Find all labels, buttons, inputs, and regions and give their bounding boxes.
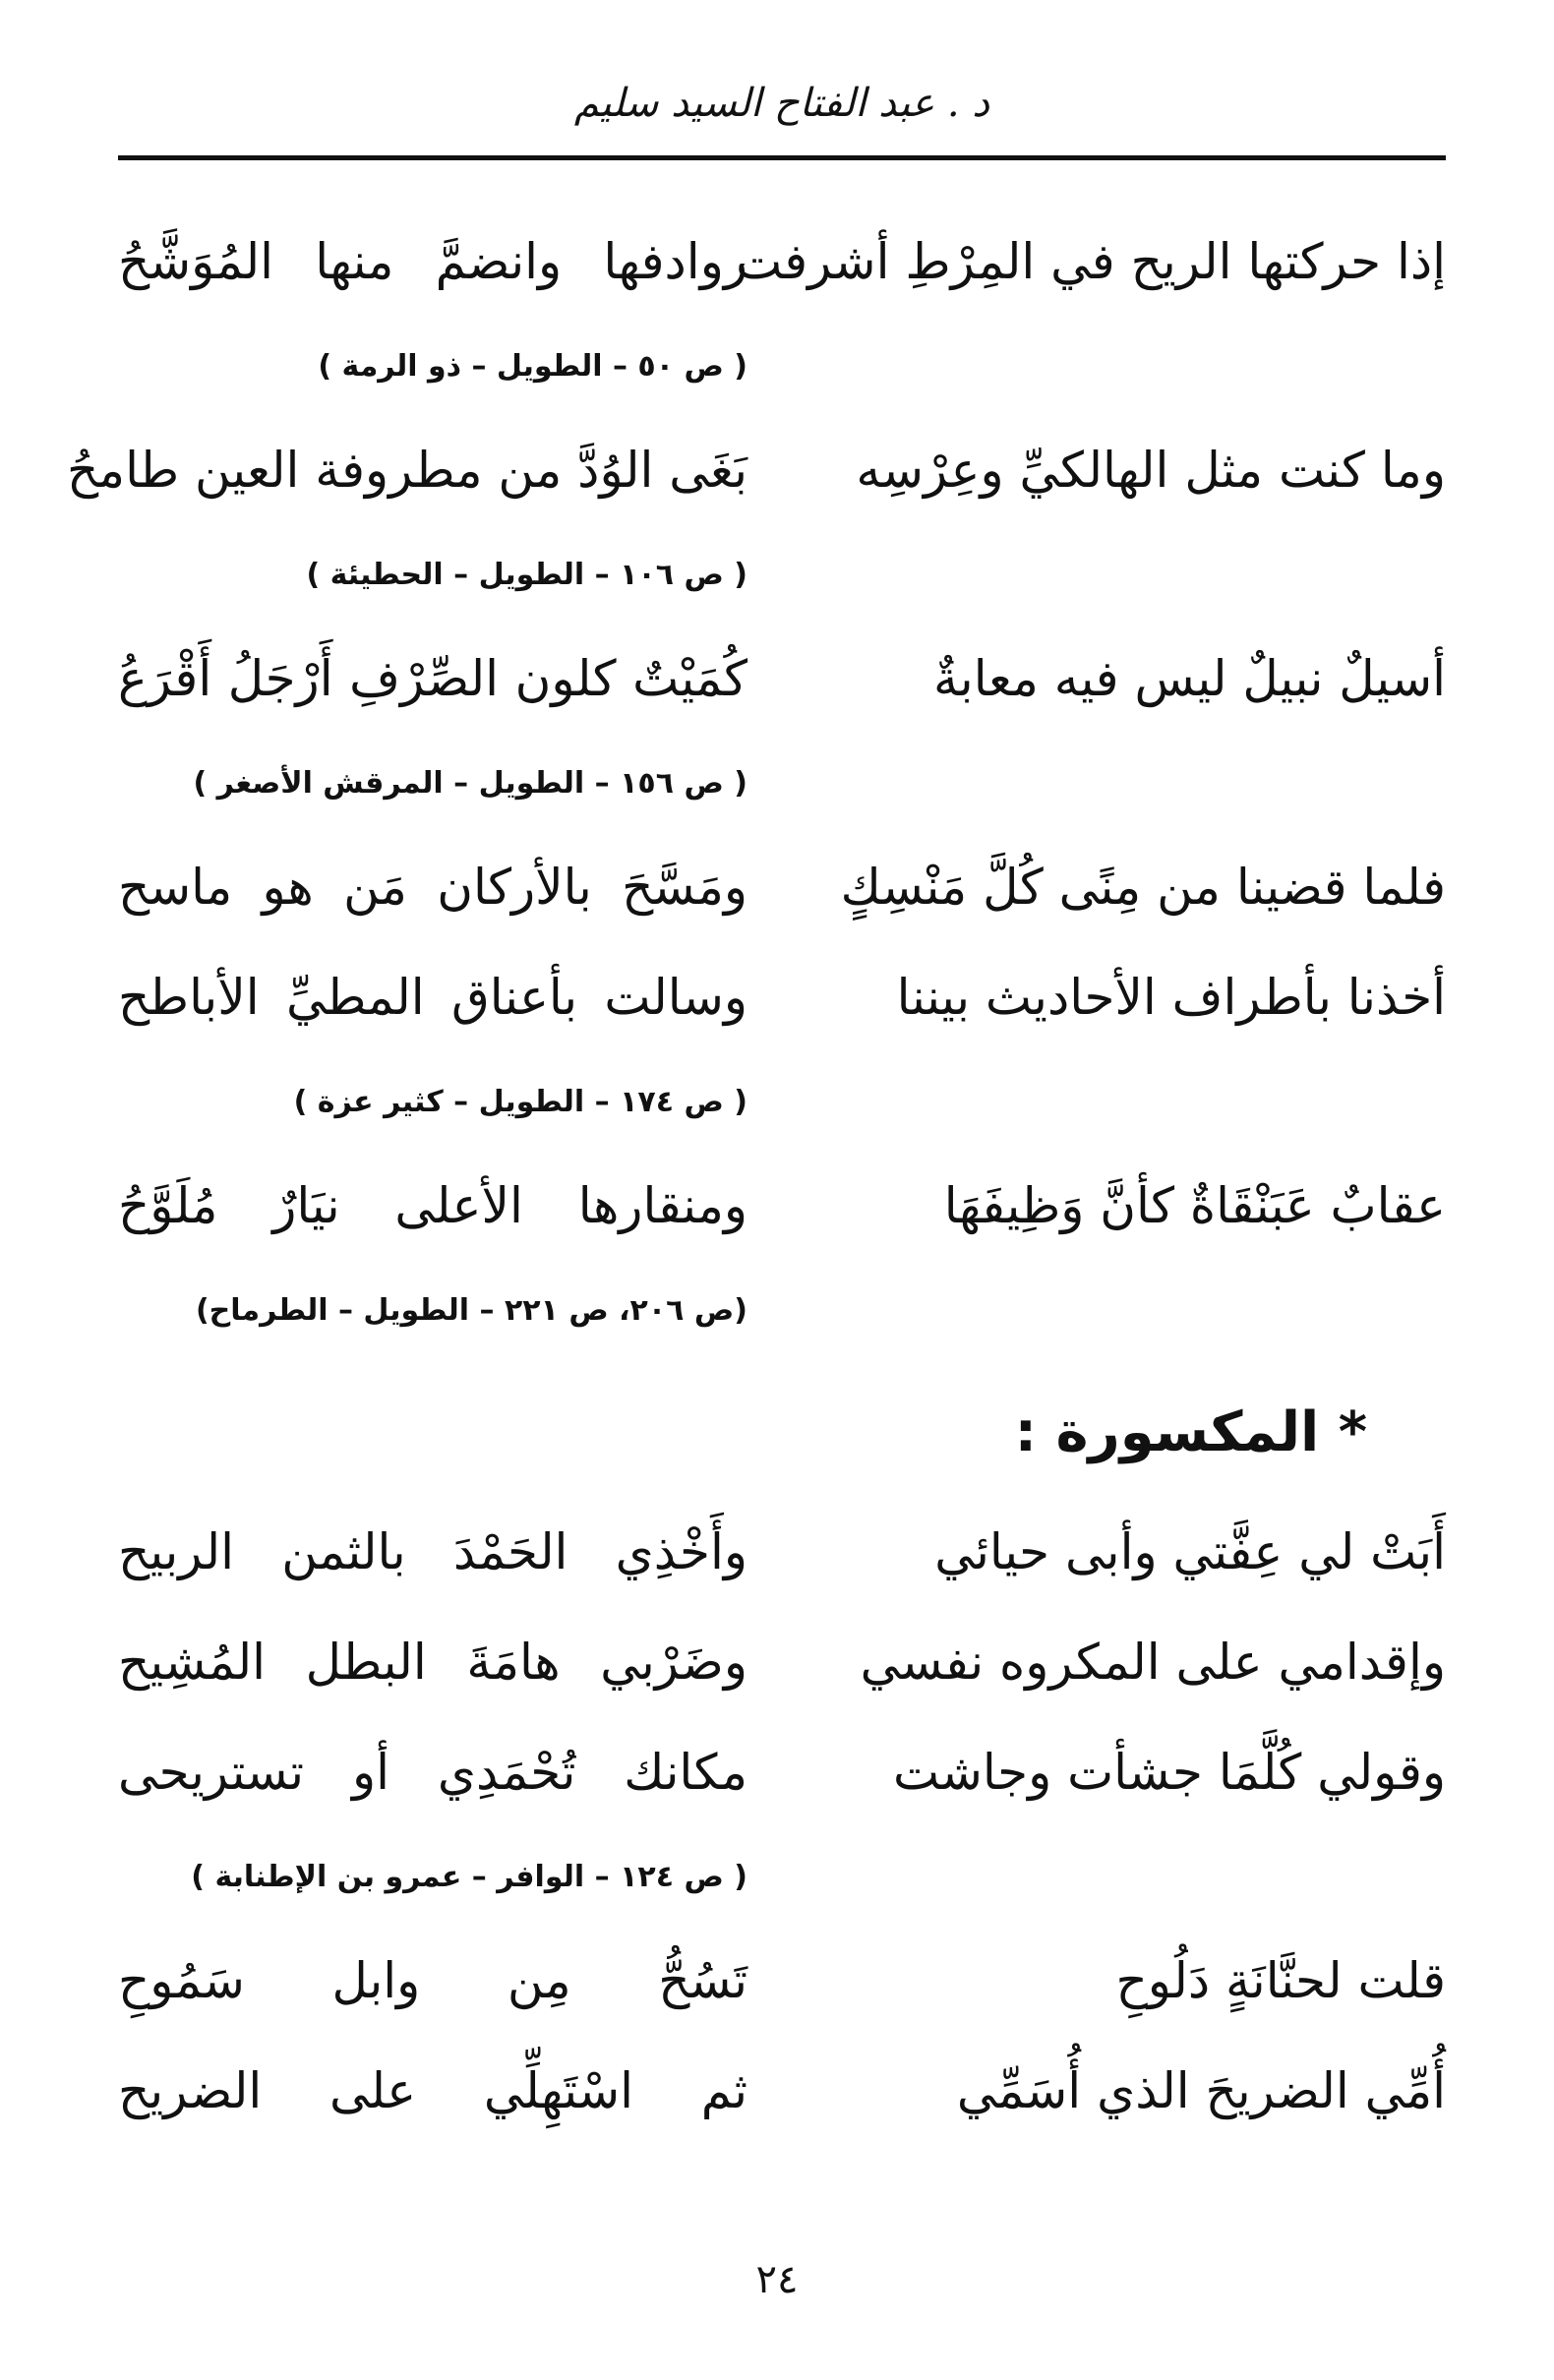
verse-first-hemistich: أَبَتْ لي عِفَّتي وأبى حيائي	[934, 1523, 1446, 1580]
verse-line	[118, 1151, 1446, 1261]
verse-citation: ( ص ١٥٦ – الطويل – المرقش الأصغر )	[193, 765, 747, 801]
citation-line	[118, 734, 1446, 832]
verse-first-hemistich: إذا حركتها الريح في المِرْطِ أشرفت	[736, 233, 1446, 290]
verse-line	[118, 832, 1446, 942]
verse-line	[118, 1926, 1446, 2036]
citation-line	[118, 1827, 1446, 1926]
verse-citation: ( ص ٥٠ – الطويل – ذو الرمة )	[318, 348, 747, 384]
verse-line	[118, 1717, 1446, 1827]
citation-line	[118, 525, 1446, 624]
verse-second-hemistich: كُمَيْتٌ كلون الصِّرْفِ أَرْجَلُ أَقْرَعُ	[118, 650, 747, 707]
verse-first-hemistich: وإقدامي على المكروه نفسي	[860, 1634, 1446, 1691]
page-number: ٢٤	[755, 2257, 799, 2302]
verse-second-hemistich: ثم اسْتَهِلِّي على الضريح	[118, 2062, 747, 2119]
verse-first-hemistich: وقولي كُلَّمَا جشأت وجاشت	[892, 1744, 1446, 1801]
verse-line	[118, 1497, 1446, 1607]
verse-second-hemistich: روادفها وانضمَّ منها المُوَشَّحُ	[118, 233, 747, 290]
running-header: د . عبد الفتاح السيد سليم	[573, 81, 990, 126]
verse-line	[118, 1607, 1446, 1717]
verse-line	[118, 942, 1446, 1052]
header-rule	[118, 155, 1446, 160]
citation-line	[118, 317, 1446, 415]
verse-second-hemistich: بَغَى الوُدَّ من مطروفة العين طامحُ	[67, 442, 747, 499]
verse-citation: ( ص ١٢٤ – الوافر – عمرو بن الإطنابة )	[191, 1859, 747, 1894]
verse-line	[67, 415, 1446, 525]
verse-second-hemistich: وأَخْذِي الحَمْدَ بالثمن الربيح	[118, 1523, 747, 1580]
verse-first-hemistich: فلما قضينا من مِنًى كُلَّ مَنْسِكٍ	[840, 859, 1446, 916]
verse-citation: (ص ٢٠٦، ص ٢٢١ – الطويل – الطرماح)	[195, 1292, 747, 1328]
verse-second-hemistich: ومنقارها الأعلى نيَارٌ مُلَوَّحُ	[118, 1177, 747, 1234]
verse-first-hemistich: أُمِّي الضريحَ الذي أُسَمِّي	[956, 2062, 1446, 2119]
verse-content	[67, 207, 1446, 2146]
verse-second-hemistich: وسالت بأعناق المطيِّ الأباطح	[118, 969, 747, 1026]
verse-first-hemistich: عقابٌ عَبَنْقَاةٌ كأنَّ وَظِيفَهَا	[943, 1177, 1446, 1234]
verse-second-hemistich: مكانك تُحْمَدِي أو تستريحى	[118, 1744, 747, 1801]
citation-line	[118, 1261, 1446, 1359]
verse-first-hemistich: أخذنا بأطراف الأحاديث بيننا	[896, 969, 1446, 1026]
verse-second-hemistich: ومَسَّحَ بالأركان مَن هو ماسح	[118, 859, 747, 916]
section-heading: * المكسورة :	[1014, 1400, 1367, 1464]
citation-line	[118, 1052, 1446, 1151]
verse-line	[118, 207, 1446, 317]
verse-citation: ( ص ١٧٤ – الطويل – كثير عزة )	[293, 1084, 747, 1119]
verse-first-hemistich: أسيلٌ نبيلٌ ليس فيه معابةٌ	[933, 650, 1446, 707]
verse-line	[118, 2036, 1446, 2146]
verse-first-hemistich: وما كنت مثل الهالكيِّ وعِرْسِه	[856, 442, 1446, 499]
verse-second-hemistich: وضَرْبي هامَةَ البطل المُشِيح	[118, 1634, 747, 1691]
verse-second-hemistich: تَسُحُّ مِن وابل سَمُوحِ	[118, 1952, 747, 2009]
verse-line	[118, 624, 1446, 734]
verse-first-hemistich: قلت لحنَّانَةٍ دَلُوحِ	[1115, 1952, 1446, 2009]
verse-citation: ( ص ١٠٦ – الطويل – الحطيئة )	[306, 557, 747, 592]
